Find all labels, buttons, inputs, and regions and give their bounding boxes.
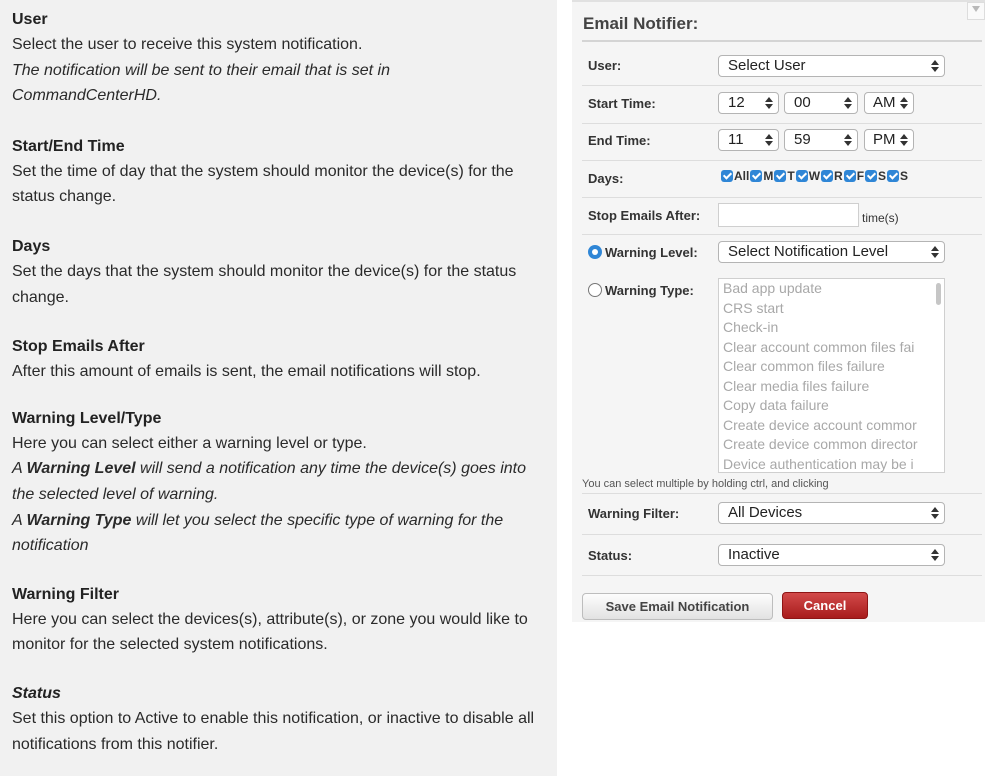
end-hour-select[interactable]: [718, 129, 779, 151]
day-tuesday-checkbox[interactable]: T: [774, 169, 794, 183]
help-days-section: [12, 237, 545, 310]
checkbox-checked-icon: [796, 170, 808, 182]
help-warning-text: Here you can select either a warning level or type.: [12, 434, 367, 452]
day-all-checkbox[interactable]: All: [721, 169, 749, 183]
help-warning-level-text: A Warning Level will send a notification any time the device(s) goes into the selected level of warning.: [12, 460, 527, 503]
help-filter-text: Here you can select the devices(s), attribute(s), or zone you would like to monitor for the selected system notifications.: [12, 610, 528, 654]
day-saturday-checkbox[interactable]: S: [865, 169, 886, 183]
stop-emails-input[interactable]: [718, 203, 859, 227]
help-filter-heading: Warning Filter: [12, 585, 119, 603]
help-time-heading: Start/End Time: [12, 137, 125, 155]
start-hour-value: 12: [728, 94, 745, 111]
stop-emails-suffix: time(s): [862, 211, 899, 225]
select-arrows-icon: [900, 133, 908, 147]
multi-select-hint: You can select multiple by holding ctrl, and clicking: [582, 478, 829, 490]
help-stop-heading: Stop Emails After: [12, 338, 145, 356]
list-item[interactable]: Copy data failure: [723, 397, 829, 413]
warning-type-label: Warning Type:: [605, 283, 694, 298]
warning-type-listbox[interactable]: [718, 278, 945, 473]
end-time-label: End Time:: [588, 133, 651, 148]
help-user-section: [12, 10, 545, 109]
checkbox-checked-icon: [750, 170, 762, 182]
select-arrows-icon: [844, 96, 852, 110]
end-minute-value: 59: [794, 131, 811, 148]
list-item[interactable]: Clear media files failure: [723, 377, 870, 394]
end-ampm-value: PM: [873, 131, 896, 148]
start-ampm-select[interactable]: [864, 92, 914, 114]
select-arrows-icon: [900, 96, 908, 110]
form-title: Email Notifier:: [583, 14, 699, 33]
warning-filter-label: Warning Filter:: [588, 506, 680, 521]
stop-emails-label: Stop Emails After:: [588, 208, 701, 223]
day-monday-checkbox[interactable]: M: [750, 169, 773, 183]
warning-level-value: Select Notification Level: [728, 243, 889, 260]
select-arrows-icon: [765, 133, 773, 147]
end-ampm-select[interactable]: [864, 129, 914, 151]
cancel-button[interactable]: Cancel: [782, 592, 868, 619]
help-days-heading: Days: [12, 237, 51, 255]
chevron-down-icon: [972, 6, 980, 12]
warning-level-radio[interactable]: [588, 245, 602, 259]
help-warning-section: [12, 409, 545, 559]
select-arrows-icon: [931, 506, 939, 520]
status-label: Status:: [588, 548, 633, 563]
end-hour-value: 11: [728, 131, 744, 148]
day-thursday-checkbox[interactable]: R: [821, 169, 843, 183]
status-row: [582, 534, 982, 576]
select-arrows-icon: [931, 245, 939, 259]
warning-level-row: [582, 234, 982, 270]
stop-emails-row: [582, 197, 982, 235]
start-minute-value: 00: [794, 94, 811, 111]
help-user-heading: User: [12, 11, 48, 28]
day-sunday-checkbox[interactable]: S: [887, 169, 908, 183]
select-arrows-icon: [844, 133, 852, 147]
status-select[interactable]: [718, 544, 945, 566]
select-arrows-icon: [931, 548, 939, 562]
listbox-scrollbar[interactable]: [936, 283, 941, 305]
checkbox-checked-icon: [865, 170, 877, 182]
select-arrows-icon: [931, 59, 939, 73]
help-filter-section: [12, 585, 545, 658]
warning-level-select[interactable]: [718, 241, 945, 263]
help-warning-heading: Warning Level/Type: [12, 409, 162, 427]
days-checkboxes: [721, 169, 909, 185]
list-item[interactable]: Create device common director: [723, 436, 918, 452]
warning-level-label: Warning Level:: [605, 245, 698, 260]
top-divider: [572, 0, 985, 2]
help-status-heading: Status: [12, 684, 61, 702]
start-time-row: [582, 85, 982, 124]
help-time-text: Set the time of day that the system should monitor the device(s) for the status change.: [12, 162, 514, 206]
collapse-toggle[interactable]: [967, 2, 985, 20]
help-status-section: [12, 684, 545, 757]
end-minute-select[interactable]: [784, 129, 858, 151]
list-item[interactable]: Bad app update: [723, 280, 822, 296]
list-item[interactable]: Device authentication may be i: [723, 455, 914, 472]
checkbox-checked-icon: [774, 170, 786, 182]
help-user-text: Select the user to receive this system notification.: [12, 36, 363, 53]
warning-filter-row: [582, 493, 982, 535]
list-item[interactable]: CRS start: [723, 299, 784, 316]
warning-filter-value: All Devices: [728, 504, 803, 521]
help-stop-text: After this amount of emails is sent, the email notifications will stop.: [12, 363, 481, 381]
help-stop-section: [12, 337, 545, 385]
user-select-value: Select User: [728, 57, 806, 74]
help-user-note: The notification will be sent to their email that is set in CommandCenterHD.: [12, 61, 390, 105]
end-time-row: [582, 123, 982, 161]
select-arrows-icon: [765, 96, 773, 110]
checkbox-checked-icon: [887, 170, 899, 182]
help-days-text: Set the days that the system should monitor the device(s) for the status change.: [12, 262, 517, 306]
save-email-notification-button[interactable]: Save Email Notification: [582, 593, 773, 620]
day-wednesday-checkbox[interactable]: W: [796, 169, 820, 183]
status-value: Inactive: [728, 546, 780, 563]
user-label: User:: [588, 58, 622, 73]
start-time-label: Start Time:: [588, 96, 656, 111]
warning-type-radio[interactable]: [588, 283, 602, 297]
list-item[interactable]: Check-in: [723, 319, 779, 335]
checkbox-checked-icon: [821, 170, 833, 182]
checkbox-checked-icon: [844, 170, 856, 182]
help-time-section: [12, 137, 545, 210]
email-notifier-form: [572, 0, 985, 622]
start-ampm-value: AM: [873, 94, 896, 111]
start-hour-select[interactable]: [718, 92, 779, 114]
start-minute-select[interactable]: [784, 92, 858, 114]
list-item[interactable]: Clear common files failure: [723, 358, 885, 374]
list-item[interactable]: Clear account common files fai: [723, 338, 915, 355]
day-friday-checkbox[interactable]: F: [844, 169, 864, 183]
list-item[interactable]: Create device account commor: [723, 416, 917, 433]
checkbox-checked-icon: [721, 170, 733, 182]
days-label: Days:: [588, 171, 624, 186]
user-select[interactable]: [718, 55, 945, 77]
user-row: [582, 42, 982, 86]
help-status-text: Set this option to Active to enable this notification, or inactive to disable all notifications from this notifier.: [12, 709, 535, 753]
help-warning-type-text: A Warning Type will let you select the specific type of warning for the notification: [12, 511, 504, 555]
warning-filter-select[interactable]: [718, 502, 945, 524]
